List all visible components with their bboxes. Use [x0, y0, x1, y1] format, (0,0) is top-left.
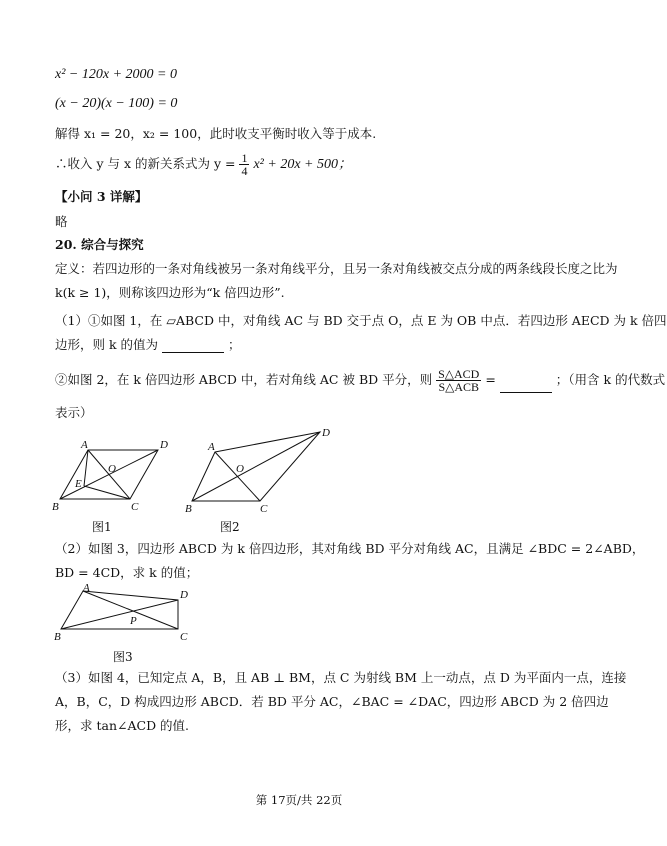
- part-1-line-1: （1）①如图 1，在 ▱ABCD 中，对角线 AC 与 BD 交于点 O，点 E 为 OB 中点．若四边形 AECD 为 k 倍四: [55, 313, 667, 328]
- question-2-line-1: （2）如图 3，四边形 ABCD 为 k 倍四边形，其对角线 BD 平分对角线 AC，且满足 ∠BDC = 2∠ABD，: [55, 541, 645, 556]
- definition-line-1: 定义：若四边形的一条对角线被另一条对角线平分，且另一条对角线被交点分成的两条线段长度之比为: [55, 261, 618, 276]
- fig3-label-c: C: [180, 631, 188, 643]
- fig2-label-d: D: [322, 427, 330, 439]
- figure-3: [50, 582, 195, 642]
- part-1-item-2-cont: 表示）: [55, 405, 93, 420]
- answer-blank-1[interactable]: [162, 338, 224, 353]
- fig1-label-e: E: [75, 478, 82, 490]
- relation-line: ∴收入 y 与 x 的新关系式为 y = $\frac{1}{4}$ x² + 20x + 500；: [55, 151, 352, 178]
- figure-3-caption: 图3: [113, 650, 133, 664]
- fig2-label-o: O: [236, 463, 244, 475]
- fig2-label-b: B: [185, 503, 192, 515]
- equation-1: x² − 120x + 2000 = 0: [55, 67, 177, 82]
- fig1-label-c: C: [131, 501, 139, 513]
- equation-2: (x − 20)(x − 100) = 0: [55, 96, 178, 111]
- figure-2: [185, 424, 335, 516]
- figure-1: [48, 436, 173, 516]
- question-20-title: 20. 综合与探究: [55, 237, 144, 252]
- fig3-label-b: B: [54, 631, 61, 643]
- fig3-quadrilateral: [61, 591, 178, 629]
- part-1-line-2: 边形，则 k 的值为 ；: [55, 337, 241, 352]
- fig3-label-p: P: [130, 615, 137, 627]
- fig2-label-a: A: [208, 441, 215, 453]
- omitted-note: 略: [55, 214, 68, 229]
- page-footer: 第 17页/共 22页: [255, 793, 343, 807]
- fig3-label-d: D: [180, 589, 188, 601]
- fig1-label-a: A: [81, 439, 88, 451]
- part-1-item-2: ②如图 2，在 k 倍四边形 ABCD 中，若对角线 AC 被 BD 平分，则 $\frac{\text{S△ACD}}{\text{S△ACB}}$ = ；（用含 k 的代数式: [55, 367, 666, 394]
- question-3-line-2: A，B，C，D 构成四边形 ABCD．若 BD 平分 AC，∠BAC = ∠DAC，四边形 ABCD 为 2 倍四边: [55, 694, 609, 709]
- fig1-seg-ec: [84, 486, 130, 499]
- fig1-label-b: B: [52, 501, 59, 513]
- fig2-label-c: C: [260, 503, 268, 515]
- solution-line: 解得 x₁ = 20，x₂ = 100，此时收支平衡时收入等于成本.: [55, 126, 377, 141]
- question-3-line-3: 形，求 tan∠ACD 的值.: [55, 718, 190, 733]
- relation-fraction: $\frac{1}{4}$: [241, 151, 248, 178]
- subquestion-3-header: 【小问 3 详解】: [55, 189, 148, 204]
- figure-1-caption: 图1: [92, 520, 112, 534]
- fig1-label-d: D: [160, 439, 168, 451]
- question-2-line-2: BD = 4CD，求 k 的值；: [55, 565, 199, 580]
- fig3-label-a: A: [83, 582, 90, 594]
- definition-line-2: k(k ≥ 1)，则称该四边形为“k 倍四边形”.: [55, 285, 285, 300]
- question-3-line-1: （3）如图 4，已知定点 A，B，且 AB ⊥ BM，点 C 为射线 BM 上一动点，点 D 为平面内一点，连接: [55, 670, 627, 685]
- fig3-diag-bd: [61, 600, 178, 629]
- answer-blank-2[interactable]: [500, 378, 552, 393]
- area-ratio-fraction: $\frac{\text{S△ACD}}{\text{S△ACB}}$: [438, 367, 480, 394]
- fig1-label-o: O: [108, 463, 116, 475]
- figure-2-caption: 图2: [220, 520, 240, 534]
